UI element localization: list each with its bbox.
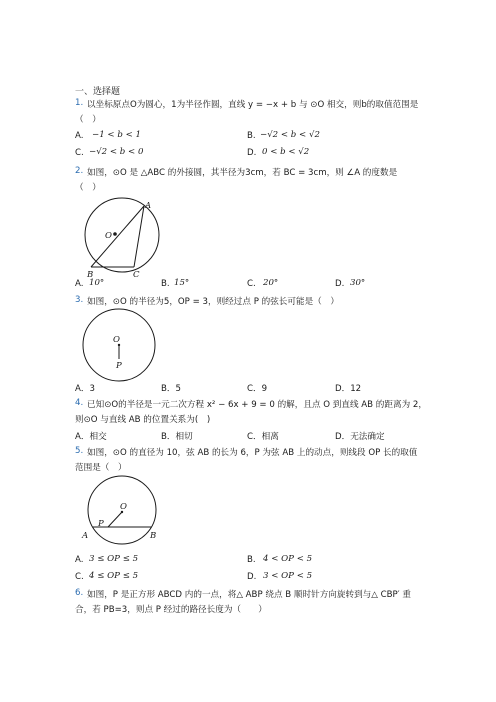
q2-label-c: C [133,270,140,280]
q4-text-line2: 则⊙O 与直线 AB 的位置关系为( ) [75,415,211,425]
q2-center-dot [113,232,117,236]
q6-text-line1: 如图，P 是正方形 ABCD 内的一点，将△ ABP 绕点 B 顺时针方向旋转到与△ CBP′ 重 [87,590,411,600]
q1-option-d: 0 < b < √2 [262,147,310,157]
q2-option-c-label: C. [247,279,256,289]
q5-label-b: B [150,531,157,541]
q1-option-b: −√2 < b < √2 [260,130,320,140]
q5-label-p: P [98,519,104,529]
section-title: 一、选择题 [75,87,121,97]
q5-segment-op [108,512,122,527]
q5-option-c: 4 ≤ OP ≤ 5 [89,571,139,581]
q5-text-line1: 如图，⊙O 的直径为 10，弦 AB 的长为 6，P 为弦 AB 上的动点，则线段 OP 长的取值 [87,448,418,458]
q2-option-d: 30° [350,278,366,288]
q3-text: 如图，⊙O 的半径为5，OP = 3，则经过点 P 的弦长可能是（ ） [87,297,339,307]
q5-label-o: O [120,502,127,512]
q3-figure [80,306,170,386]
q4-option-b: B．相切 [161,432,193,442]
q2-text: 如图，⊙O 是 △ABC 的外接圆，其半径为3cm，若 BC = 3cm，则 ∠A 的度数是 [87,168,398,178]
q2-option-b-label: B. [161,279,170,289]
q2-option-d-label: D. [335,279,345,289]
q2-figure [78,197,178,287]
q6-text-line2: 合，若 PB=3，则点 P 经过的路径长度为（ ） [75,605,267,615]
q3-option-b: B．5 [161,384,181,394]
q5-option-b-label: B. [247,555,256,565]
q4-text-line1: 已知⊙O的半径是一元二次方程 x² − 6x + 9 = 0 的解，且点 O 到直线 AB 的距离为 2， [87,400,427,410]
q1-paren: （ ） [75,115,101,125]
q2-label-b: B [87,270,94,280]
q4-option-d: D．无法确定 [335,432,385,442]
q5-option-a: 3 ≤ OP ≤ 5 [89,554,139,564]
q1-option-a-label: A. [75,131,84,141]
q5-option-c-label: C. [75,572,84,582]
q5-text-line2: 范围是（ ） [75,463,127,473]
q1-text: 以坐标原点O为圆心，1为半径作圆，直线 y = −x + b 与 ⊙O 相交，则b的取值范围是 [87,100,419,110]
q6-number: 6. [75,588,84,598]
q2-label-o: O [105,231,112,241]
q3-option-d: D．12 [335,384,362,394]
q2-label-a: A [145,201,152,211]
q2-paren: （ ） [75,183,101,193]
q5-label-a: A [82,531,89,541]
q3-option-c: C．9 [247,384,268,394]
q2-option-b: 15° [174,278,190,288]
q1-option-a: −1 < b < 1 [92,130,141,140]
q5-option-d-label: D. [247,572,257,582]
q4-option-c: C．相离 [247,432,279,442]
q3-label-o: O [113,335,120,345]
q1-option-c-label: C. [75,148,84,158]
q5-number: 5. [75,446,84,456]
q1-option-c: −√2 < b < 0 [89,147,144,157]
q4-number: 4. [75,398,84,408]
q5-option-a-label: A. [75,555,84,565]
q3-label-p: P [116,361,122,371]
q1-option-d-label: D. [247,148,257,158]
q5-option-d: 3 < OP < 5 [263,571,313,581]
q3-number: 3. [75,295,84,305]
q2-segment-ab [91,206,144,267]
q1-option-b-label: B. [247,131,256,141]
q2-number: 2. [75,166,84,176]
q2-option-a: 10° [89,278,105,288]
q5-option-b: 4 < OP < 5 [263,554,313,564]
q1-number: 1. [75,98,84,108]
q2-option-c: 20° [263,278,279,288]
q5-figure [80,475,180,555]
q2-option-a-label: A. [75,279,84,289]
q3-option-a: A．3 [75,384,95,394]
q4-option-a: A．相交 [75,432,107,442]
